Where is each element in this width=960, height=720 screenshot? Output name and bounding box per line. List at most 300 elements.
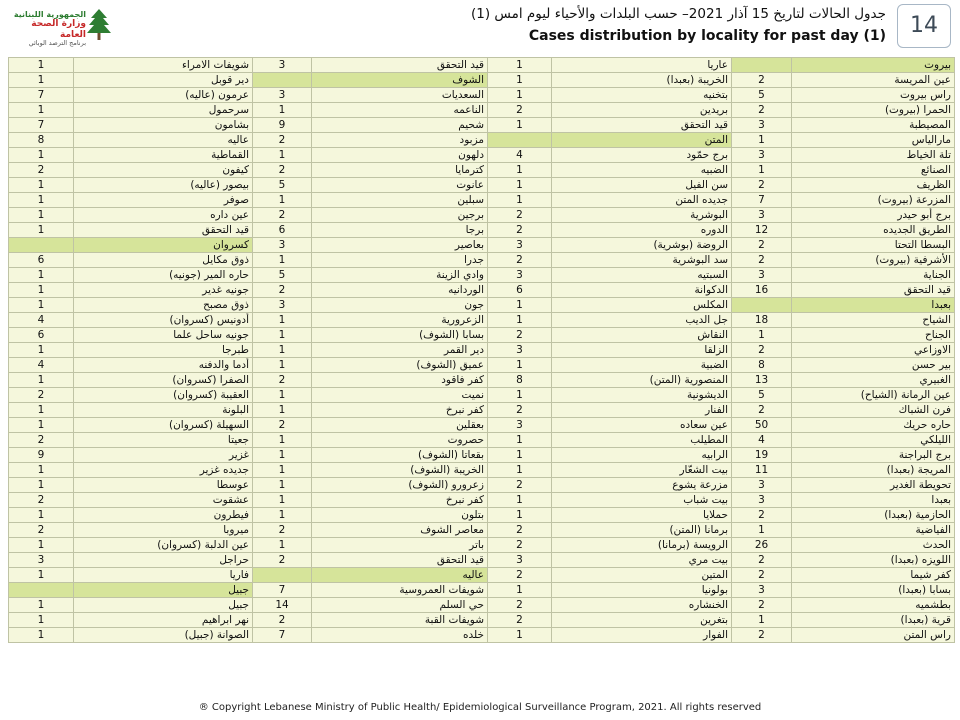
table-row xyxy=(9,538,955,553)
locality-name-cell: الرويسة (برمانا) xyxy=(552,538,732,553)
locality-name-cell: القماطية xyxy=(74,148,253,163)
table-row xyxy=(9,553,955,568)
locality-name-cell: قيد التحقق xyxy=(312,553,488,568)
table-row xyxy=(9,118,955,133)
case-count-cell: 1 xyxy=(9,613,74,628)
locality-name-cell: الصوانة (جبيل) xyxy=(74,628,253,643)
locality-name-cell: قيد التحقق xyxy=(74,223,253,238)
locality-name-cell: بير حسن xyxy=(792,358,955,373)
table-row xyxy=(9,103,955,118)
case-count-cell: 2 xyxy=(253,523,312,538)
case-count-cell: 6 xyxy=(253,223,312,238)
locality-name-cell: برجا xyxy=(312,223,488,238)
table-row xyxy=(9,133,955,148)
locality-name-cell: عين المريسة xyxy=(792,73,955,88)
locality-name-cell: فرن الشباك xyxy=(792,403,955,418)
district-header-cell: بعبدا xyxy=(792,298,955,313)
case-count-cell: 3 xyxy=(732,268,792,283)
case-count-cell: 1 xyxy=(253,433,312,448)
locality-name-cell: برج أبو حيدر xyxy=(792,208,955,223)
locality-name-cell: الليلكي xyxy=(792,433,955,448)
locality-name-cell: الجناية xyxy=(792,268,955,283)
locality-name-cell: كفر شيما xyxy=(792,568,955,583)
table-row xyxy=(9,178,955,193)
locality-name-cell: كفر نبرخ xyxy=(312,403,488,418)
locality-name-cell: طبرجا xyxy=(74,343,253,358)
locality-name-cell: بعقلين xyxy=(312,418,488,433)
locality-name-cell: بتغرين xyxy=(552,613,732,628)
case-count-cell: 3 xyxy=(732,478,792,493)
locality-name-cell: اللويزه (بعبدا) xyxy=(792,553,955,568)
case-count-cell: 1 xyxy=(732,613,792,628)
locality-name-cell: الصنائع xyxy=(792,163,955,178)
locality-name-cell: أدما والدفنه xyxy=(74,358,253,373)
table-row xyxy=(9,628,955,643)
locality-name-cell: بسابا (بعبدا) xyxy=(792,583,955,598)
case-count-cell xyxy=(488,133,552,148)
locality-name-cell: بريدين xyxy=(552,103,732,118)
case-count-cell: 2 xyxy=(732,103,792,118)
locality-name-cell: جديده المتن xyxy=(552,193,732,208)
case-count-cell: 1 xyxy=(253,478,312,493)
case-count-cell: 1 xyxy=(253,508,312,523)
locality-name-cell: العقيبة (كسروان) xyxy=(74,388,253,403)
district-header-cell: المتن xyxy=(552,133,732,148)
locality-name-cell: فيطرون xyxy=(74,508,253,523)
table-row xyxy=(9,238,955,253)
locality-name-cell: دير القمر xyxy=(312,343,488,358)
locality-name-cell: تلة الخياط xyxy=(792,148,955,163)
case-count-cell: 2 xyxy=(488,223,552,238)
case-count-cell: 2 xyxy=(9,388,74,403)
logo-line-republic: الجمهورية اللبنانية xyxy=(13,10,86,19)
case-count-cell: 19 xyxy=(732,448,792,463)
district-header-cell: الشوف xyxy=(312,73,488,88)
case-count-cell xyxy=(732,298,792,313)
case-count-cell: 4 xyxy=(9,313,74,328)
case-count-cell: 1 xyxy=(253,193,312,208)
case-count-cell: 2 xyxy=(253,373,312,388)
case-count-cell: 1 xyxy=(9,508,74,523)
case-count-cell: 3 xyxy=(253,298,312,313)
case-count-cell: 8 xyxy=(9,133,74,148)
case-count-cell: 3 xyxy=(488,238,552,253)
locality-name-cell: الطريق الجديده xyxy=(792,223,955,238)
case-count-cell: 1 xyxy=(9,418,74,433)
locality-name-cell: جعيتا xyxy=(74,433,253,448)
case-count-cell: 2 xyxy=(732,628,792,643)
case-count-cell: 2 xyxy=(732,568,792,583)
locality-name-cell: بسابا (الشوف) xyxy=(312,328,488,343)
case-count-cell: 1 xyxy=(9,568,74,583)
case-count-cell: 1 xyxy=(732,328,792,343)
case-count-cell: 6 xyxy=(9,253,74,268)
locality-name-cell: الفوار xyxy=(552,628,732,643)
locality-name-cell: الرابيه xyxy=(552,448,732,463)
locality-name-cell: معاصر الشوف xyxy=(312,523,488,538)
locality-name-cell: عين الدلبة (كسروان) xyxy=(74,538,253,553)
title-english: Cases distribution by locality for past day (1) xyxy=(528,28,886,44)
locality-name-cell: الخنشاره xyxy=(552,598,732,613)
locality-name-cell: دلهون xyxy=(312,148,488,163)
case-count-cell: 5 xyxy=(253,268,312,283)
table-row xyxy=(9,343,955,358)
locality-name-cell: الأشرفية (بيروت) xyxy=(792,253,955,268)
case-count-cell: 1 xyxy=(488,358,552,373)
case-count-cell: 1 xyxy=(488,493,552,508)
case-count-cell: 7 xyxy=(253,628,312,643)
case-count-cell: 4 xyxy=(9,358,74,373)
case-count-cell: 1 xyxy=(9,463,74,478)
locality-name-cell: غزير xyxy=(74,448,253,463)
locality-name-cell: المنصورية (المتن) xyxy=(552,373,732,388)
locality-name-cell: الزلقا xyxy=(552,343,732,358)
table-row xyxy=(9,148,955,163)
case-count-cell: 1 xyxy=(488,193,552,208)
table-row xyxy=(9,448,955,463)
locality-name-cell: حاره حريك xyxy=(792,418,955,433)
case-count-cell: 1 xyxy=(253,343,312,358)
locality-name-cell: بيصور (عاليه) xyxy=(74,178,253,193)
locality-name-cell: سرحمول xyxy=(74,103,253,118)
locality-name-cell: المطيلب xyxy=(552,433,732,448)
table-row xyxy=(9,298,955,313)
locality-name-cell: الفياضية xyxy=(792,523,955,538)
locality-name-cell: شويفات الامراء xyxy=(74,58,253,73)
locality-name-cell: مارالياس xyxy=(792,133,955,148)
locality-name-cell: بيت مري xyxy=(552,553,732,568)
cases-table xyxy=(8,57,955,643)
locality-name-cell: جبيل xyxy=(74,598,253,613)
table-body xyxy=(9,58,955,643)
table-row xyxy=(9,523,955,538)
locality-name-cell: قيد التحقق xyxy=(552,118,732,133)
locality-name-cell: شويفات القبة xyxy=(312,613,488,628)
table-row xyxy=(9,268,955,283)
locality-name-cell: الحازمية (بعبدا) xyxy=(792,508,955,523)
table-row xyxy=(9,313,955,328)
case-count-cell: 1 xyxy=(253,148,312,163)
locality-name-cell: الدكوانة xyxy=(552,283,732,298)
locality-name-cell: السهيلة (كسروان) xyxy=(74,418,253,433)
locality-name-cell: كفر فاقود xyxy=(312,373,488,388)
locality-name-cell: بتخنيه xyxy=(552,88,732,103)
case-count-cell: 5 xyxy=(253,178,312,193)
case-count-cell: 3 xyxy=(253,88,312,103)
case-count-cell: 5 xyxy=(732,88,792,103)
case-count-cell: 3 xyxy=(732,208,792,223)
case-count-cell: 2 xyxy=(488,613,552,628)
table-row xyxy=(9,508,955,523)
case-count-cell: 1 xyxy=(488,388,552,403)
case-count-cell: 1 xyxy=(488,73,552,88)
locality-name-cell: الصفرا (كسروان) xyxy=(74,373,253,388)
case-count-cell: 7 xyxy=(732,193,792,208)
case-count-cell: 7 xyxy=(253,583,312,598)
case-count-cell: 1 xyxy=(732,523,792,538)
table-row xyxy=(9,88,955,103)
case-count-cell: 1 xyxy=(253,313,312,328)
case-count-cell: 6 xyxy=(9,328,74,343)
case-count-cell xyxy=(253,73,312,88)
case-count-cell: 1 xyxy=(253,448,312,463)
case-count-cell: 1 xyxy=(9,208,74,223)
locality-name-cell: سد البوشرية xyxy=(552,253,732,268)
locality-name-cell: الجناح xyxy=(792,328,955,343)
locality-name-cell: السبتيه xyxy=(552,268,732,283)
locality-name-cell: السعديات xyxy=(312,88,488,103)
locality-name-cell: النقاش xyxy=(552,328,732,343)
locality-name-cell: برمانا (المتن) xyxy=(552,523,732,538)
case-count-cell: 2 xyxy=(253,133,312,148)
case-count-cell: 1 xyxy=(732,163,792,178)
locality-name-cell: برج البراجنة xyxy=(792,448,955,463)
locality-name-cell: قرية (بعبدا) xyxy=(792,613,955,628)
case-count-cell: 2 xyxy=(253,283,312,298)
locality-name-cell: حاره المير (جونيه) xyxy=(74,268,253,283)
case-count-cell: 3 xyxy=(488,268,552,283)
case-count-cell: 50 xyxy=(732,418,792,433)
case-count-cell: 1 xyxy=(9,148,74,163)
case-count-cell: 1 xyxy=(253,253,312,268)
case-count-cell: 2 xyxy=(488,478,552,493)
locality-name-cell: الظريف xyxy=(792,178,955,193)
locality-name-cell: نهر ابراهيم xyxy=(74,613,253,628)
case-count-cell: 1 xyxy=(488,88,552,103)
locality-name-cell: حملايا xyxy=(552,508,732,523)
case-count-cell: 1 xyxy=(488,433,552,448)
locality-name-cell: بطشميه xyxy=(792,598,955,613)
case-count-cell: 2 xyxy=(732,403,792,418)
case-count-cell: 1 xyxy=(253,403,312,418)
district-header-cell: جبيل xyxy=(74,583,253,598)
locality-name-cell: وادي الزينة xyxy=(312,268,488,283)
locality-name-cell: عاليه xyxy=(74,133,253,148)
case-count-cell: 1 xyxy=(9,598,74,613)
locality-name-cell: حراجل xyxy=(74,553,253,568)
locality-name-cell: الوردانيه xyxy=(312,283,488,298)
case-count-cell: 3 xyxy=(732,583,792,598)
locality-name-cell: عوسطا xyxy=(74,478,253,493)
case-count-cell: 1 xyxy=(488,628,552,643)
case-count-cell: 18 xyxy=(732,313,792,328)
case-count-cell: 2 xyxy=(488,598,552,613)
logo-line-ministry: وزارة الصحة العامة xyxy=(31,19,86,40)
locality-name-cell: عين سعاده xyxy=(552,418,732,433)
case-count-cell: 1 xyxy=(488,58,552,73)
case-count-cell: 2 xyxy=(732,178,792,193)
locality-name-cell: كترمايا xyxy=(312,163,488,178)
locality-name-cell: الضبية xyxy=(552,358,732,373)
locality-name-cell: فاريا xyxy=(74,568,253,583)
table-row xyxy=(9,388,955,403)
locality-name-cell: الدوره xyxy=(552,223,732,238)
table-row xyxy=(9,568,955,583)
case-count-cell: 1 xyxy=(9,628,74,643)
locality-name-cell: كيفون xyxy=(74,163,253,178)
case-count-cell: 3 xyxy=(488,343,552,358)
case-count-cell: 4 xyxy=(488,148,552,163)
locality-name-cell: الخريبة (بعبدا) xyxy=(552,73,732,88)
case-count-cell: 8 xyxy=(732,358,792,373)
logo-line-program: برنامج الترصد الوبائي xyxy=(28,38,86,47)
locality-name-cell: أدونيس (كسروان) xyxy=(74,313,253,328)
district-header-cell: عاليه xyxy=(312,568,488,583)
locality-name-cell: الضبيه xyxy=(552,163,732,178)
locality-name-cell: المكلس xyxy=(552,298,732,313)
case-count-cell: 26 xyxy=(732,538,792,553)
locality-name-cell: بتلون xyxy=(312,508,488,523)
case-count-cell: 2 xyxy=(253,208,312,223)
table-row xyxy=(9,193,955,208)
case-count-cell: 1 xyxy=(9,283,74,298)
case-count-cell: 16 xyxy=(732,283,792,298)
locality-name-cell: الغبيري xyxy=(792,373,955,388)
locality-name-cell: راس المتن xyxy=(792,628,955,643)
locality-name-cell: المريجة (بعبدا) xyxy=(792,463,955,478)
locality-name-cell: الزعرورية xyxy=(312,313,488,328)
case-count-cell: 2 xyxy=(253,613,312,628)
case-count-cell: 1 xyxy=(488,118,552,133)
case-count-cell: 1 xyxy=(9,373,74,388)
case-count-cell: 2 xyxy=(253,418,312,433)
table-row xyxy=(9,403,955,418)
case-count-cell: 1 xyxy=(488,163,552,178)
locality-name-cell: سبلين xyxy=(312,193,488,208)
case-count-cell: 1 xyxy=(9,223,74,238)
case-count-cell: 1 xyxy=(9,193,74,208)
case-count-cell: 1 xyxy=(9,478,74,493)
table-row xyxy=(9,58,955,73)
case-count-cell: 2 xyxy=(732,343,792,358)
case-count-cell: 1 xyxy=(732,133,792,148)
case-count-cell: 2 xyxy=(732,253,792,268)
case-count-cell: 2 xyxy=(732,508,792,523)
table-row xyxy=(9,328,955,343)
locality-name-cell: قيد التحقق xyxy=(792,283,955,298)
case-count-cell: 12 xyxy=(732,223,792,238)
case-count-cell xyxy=(9,583,74,598)
case-count-cell: 1 xyxy=(253,103,312,118)
logo-text xyxy=(12,10,86,47)
case-count-cell: 4 xyxy=(732,433,792,448)
case-count-cell: 2 xyxy=(9,433,74,448)
page-number-box: 14 xyxy=(897,4,951,48)
locality-name-cell: ذوق مكايل xyxy=(74,253,253,268)
case-count-cell: 3 xyxy=(488,553,552,568)
case-count-cell: 5 xyxy=(732,388,792,403)
locality-name-cell: كفر نبرخ xyxy=(312,493,488,508)
case-count-cell: 2 xyxy=(9,493,74,508)
case-count-cell: 9 xyxy=(253,118,312,133)
case-count-cell: 2 xyxy=(488,208,552,223)
case-count-cell: 2 xyxy=(488,538,552,553)
case-count-cell: 1 xyxy=(488,463,552,478)
case-count-cell: 2 xyxy=(488,328,552,343)
table-row xyxy=(9,433,955,448)
case-count-cell: 2 xyxy=(488,568,552,583)
case-count-cell: 1 xyxy=(253,538,312,553)
locality-name-cell: بعبدا xyxy=(792,493,955,508)
locality-name-cell: البوشرية xyxy=(552,208,732,223)
locality-name-cell: شويفات العمروسية xyxy=(312,583,488,598)
ministry-logo xyxy=(6,4,110,47)
locality-name-cell: بيت شباب xyxy=(552,493,732,508)
case-count-cell: 2 xyxy=(9,523,74,538)
locality-name-cell: برجين xyxy=(312,208,488,223)
locality-name-cell: جديده غزير xyxy=(74,463,253,478)
locality-name-cell: باتر xyxy=(312,538,488,553)
case-count-cell: 1 xyxy=(488,313,552,328)
case-count-cell: 2 xyxy=(732,73,792,88)
case-count-cell: 1 xyxy=(253,328,312,343)
table-row xyxy=(9,163,955,178)
cedar-icon xyxy=(86,8,112,42)
locality-name-cell: الروضة (بوشرية) xyxy=(552,238,732,253)
locality-name-cell: ميروبا xyxy=(74,523,253,538)
case-count-cell: 2 xyxy=(732,553,792,568)
locality-name-cell: زعرورو (الشوف) xyxy=(312,478,488,493)
locality-name-cell: عين الرمانة (الشياح) xyxy=(792,388,955,403)
locality-name-cell: حصروت xyxy=(312,433,488,448)
locality-name-cell: جونيه ساحل علما xyxy=(74,328,253,343)
case-count-cell xyxy=(253,568,312,583)
table-row xyxy=(9,283,955,298)
case-count-cell: 1 xyxy=(9,178,74,193)
locality-name-cell: المصيطبة xyxy=(792,118,955,133)
locality-name-cell: بيت الشعّار xyxy=(552,463,732,478)
table-row xyxy=(9,418,955,433)
locality-name-cell: الفنار xyxy=(552,403,732,418)
case-count-cell: 1 xyxy=(9,343,74,358)
case-count-cell: 1 xyxy=(488,508,552,523)
case-count-cell: 1 xyxy=(9,58,74,73)
table-row xyxy=(9,478,955,493)
table-row xyxy=(9,73,955,88)
case-count-cell: 2 xyxy=(488,403,552,418)
title-arabic: جدول الحالات لتاريخ 15 آذار 2021– حسب البلدات والأحياء ليوم امس (1) xyxy=(470,6,886,22)
district-header-cell: بيروت xyxy=(792,58,955,73)
locality-name-cell: جونيه غدير xyxy=(74,283,253,298)
case-count-cell: 8 xyxy=(488,373,552,388)
case-count-cell: 1 xyxy=(488,583,552,598)
table-row xyxy=(9,613,955,628)
district-header-cell: كسروان xyxy=(74,238,253,253)
table-row xyxy=(9,583,955,598)
case-count-cell: 1 xyxy=(9,298,74,313)
case-count-cell: 1 xyxy=(488,448,552,463)
locality-name-cell: عميق (الشوف) xyxy=(312,358,488,373)
case-count-cell xyxy=(732,58,792,73)
case-count-cell: 1 xyxy=(9,103,74,118)
table-row xyxy=(9,598,955,613)
locality-name-cell: الناعمه xyxy=(312,103,488,118)
case-count-cell: 2 xyxy=(732,238,792,253)
locality-name-cell: برج حمّود xyxy=(552,148,732,163)
case-count-cell: 2 xyxy=(253,553,312,568)
table-row xyxy=(9,373,955,388)
case-count-cell: 7 xyxy=(9,118,74,133)
locality-name-cell: الخريبة (الشوف) xyxy=(312,463,488,478)
locality-name-cell: البلونة xyxy=(74,403,253,418)
locality-name-cell: عرمون (عاليه) xyxy=(74,88,253,103)
locality-name-cell: الحمرا (بيروت) xyxy=(792,103,955,118)
case-count-cell: 1 xyxy=(488,298,552,313)
locality-name-cell: بشامون xyxy=(74,118,253,133)
locality-name-cell: صوفر xyxy=(74,193,253,208)
locality-name-cell: المتين xyxy=(552,568,732,583)
case-count-cell: 2 xyxy=(488,103,552,118)
